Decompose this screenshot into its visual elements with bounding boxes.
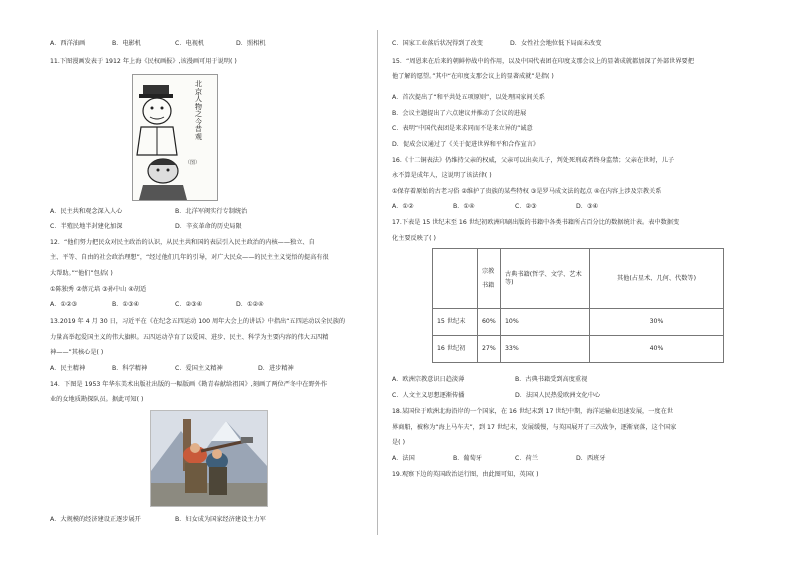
q13-option-b: B．科学精神 (112, 365, 148, 372)
q16-option-a: A．①② (392, 203, 414, 210)
q14-option-a: A．大规模的经济建设正逐步展开 (50, 516, 141, 523)
table-cell: 10% (501, 309, 590, 336)
q17-line1: 17.下表是 15 世纪末至 16 世纪初欧洲印刷出版的书籍中各类书籍所占百分比的数据统计表。表中数据变 (392, 219, 680, 226)
table-header-other: 其他(占星术、几何、代数等) (590, 249, 724, 309)
q12-items: ①陈独秀 ②蔡元培 ③孙中山 ④胡适 (50, 286, 147, 293)
woodcut-drawing (151, 411, 267, 506)
q17-option-b: B．古典书籍受到高度重视 (515, 376, 588, 383)
q15-option-a: A．首次提出了“和平共处五项原则”，以处理国家间关系 (392, 94, 545, 101)
q12-line3: 大帮助。”“他们”包括( ) (50, 270, 113, 277)
q15-option-c: C．表明“中国代表团是来求同而不是来立异的”诚意 (392, 125, 533, 132)
table-cell-period: 16 世纪初 (433, 336, 478, 363)
q18-option-b: B．葡萄牙 (453, 455, 482, 462)
cartoon-stamp: （图） (185, 160, 201, 166)
table-row (433, 309, 724, 336)
q15-line2: 他了解的愿望。”其中“在印度支那会议上的显著成就”是指( ) (392, 73, 554, 80)
q14-woodcut-image (150, 410, 268, 507)
q10-option-b: B．电影机 (112, 40, 141, 47)
cartoon-caption: 北京人物之今昔观 (195, 80, 202, 141)
q17-option-a: A．欧洲宗教意识日趋淡薄 (392, 376, 465, 383)
q13-option-d: D．进步精神 (258, 365, 294, 372)
q18-line3: 是( ) (392, 439, 405, 446)
q11-option-b: B．北洋军阀实行专制统治 (175, 208, 248, 215)
q11-option-c: C．半殖民地半封建化加深 (50, 223, 123, 230)
q11-stem: 11.下图漫画发表于 1912 年上海《民权画报》,该漫画可用于说明( ) (50, 58, 237, 65)
q15-line1: 15．“周恩来在后来的朝鲜停战中的作用，以及中国代表团在印度支那会议上的显著成就都加深了外部世界要把 (392, 58, 694, 65)
q15-option-d: D．促成会议通过了《关于促进世界和平和合作宣言》 (392, 141, 540, 148)
q15-option-b: B．会议主题提出了六点建议并推动了会议的进展 (392, 110, 527, 117)
table-header-religious: 宗教书籍 (478, 249, 501, 309)
q14-line2: 业的女地质勘探队员。据此可知( ) (50, 396, 144, 403)
q13-line2: 力量高举起爱国主义的伟大旗帜。五四运动孕育了以爱国、进步、民主、科学为主要内容的伟大五四精 (50, 334, 329, 341)
q10-option-d: D．照相机 (236, 40, 266, 47)
q11-cartoon (132, 74, 218, 201)
table-header-row (433, 249, 724, 309)
q16-option-b: B．①④ (453, 203, 475, 210)
q12-line2: 主、平等、自由的社会政治理想”，“经过他们几年的引导，对广大民众——的民主主义觉悟的提高有很 (50, 254, 329, 261)
q18-line2: 界商船，被称为“海上马车夫”，到 17 世纪末，发展缓慢，与英国展开了三次战争，逐渐衰落，这个国家 (392, 424, 677, 431)
table-cell: 30% (590, 309, 724, 336)
q12-option-d: D．①②④ (236, 301, 264, 308)
q12-option-b: B．①③④ (112, 301, 140, 308)
q14-line1: 14．下图是 1953 年华东美术出版社出版的一幅版画《勘青春献给祖国》,刻画了两位严冬中在野外作 (50, 381, 328, 388)
q18-option-c: C．荷兰 (515, 455, 538, 462)
q11-option-a: A．民主共和观念深入人心 (50, 208, 123, 215)
q13-line3: 神——”其核心是( ) (50, 349, 104, 356)
q16-line1: 16.《十二铜表法》仍维持父亲的权威，父亲可以出卖儿子，判处死刑或者终身监禁；父亲在世时，儿子 (392, 157, 675, 164)
cartoon-drawing (133, 75, 217, 200)
q10-option-a: A．西洋油画 (50, 40, 86, 47)
q18-option-a: A．法国 (392, 455, 415, 462)
q12-line1: 12．“他们努力把民众对民主政治的认识，从民主共和国的表层引入民主政治的内核——独立、自 (50, 239, 315, 246)
q13-option-a: A．民主精神 (50, 365, 86, 372)
q13-line1: 13.2019 年 4 月 30 日，习近平在《在纪念五四运动 100 周年大会上的讲话》中指出“五四运动以全民族的 (50, 318, 346, 325)
q12-option-a: A．①②③ (50, 301, 78, 308)
q17-data-table (432, 248, 724, 363)
q16-items: ①保存着原始的古老习俗 ②维护了贵族的某些特权 ③是罗马成文法的起点 ④在内容上涉及宗教关系 (392, 188, 662, 195)
q16-line2: 永不算是成年人，这说明了该法律( ) (392, 172, 492, 179)
table-cell-period: 15 世纪末 (433, 309, 478, 336)
q14-option-d: D．女性社会地位低下局面未改变 (510, 40, 602, 47)
table-cell: 33% (501, 336, 590, 363)
table-cell: 60% (478, 309, 501, 336)
q16-option-c: C．②③ (515, 203, 537, 210)
q17-line2: 化主要反映了( ) (392, 235, 436, 242)
table-cell: 27% (478, 336, 501, 363)
q10-option-c: C．电视机 (175, 40, 205, 47)
q13-option-c: C．爱国主义精神 (175, 365, 223, 372)
q12-option-c: C．②③④ (175, 301, 203, 308)
table-corner-cell (433, 249, 478, 309)
table-row (433, 336, 724, 363)
q16-option-d: D．③④ (576, 203, 599, 210)
q14-option-c: C．国家工业落后状况得到了改变 (392, 40, 483, 47)
table-header-classical: 古典书籍(哲学、文学、艺术等) (501, 249, 590, 309)
column-divider (377, 30, 378, 535)
q14-option-b: B．妇女成为国家经济建设主力军 (175, 516, 266, 523)
q19-line1: 19.观察下边的英国政治运行图，由此图可知，英国( ) (392, 471, 539, 478)
q17-option-d: D．法国人民热爱欧洲文化中心 (515, 392, 601, 399)
q17-option-c: C．人文主义思想逐渐传播 (392, 392, 465, 399)
table-cell: 40% (590, 336, 724, 363)
q18-line1: 18.某国位于欧洲北海沿岸的一个国家，在 16 世纪末到 17 世纪中期，海洋运输业迅速发展，一度在世 (392, 408, 673, 415)
q11-option-d: D．辛亥革命的历史局限 (175, 223, 242, 230)
q18-option-d: D．西班牙 (576, 455, 606, 462)
